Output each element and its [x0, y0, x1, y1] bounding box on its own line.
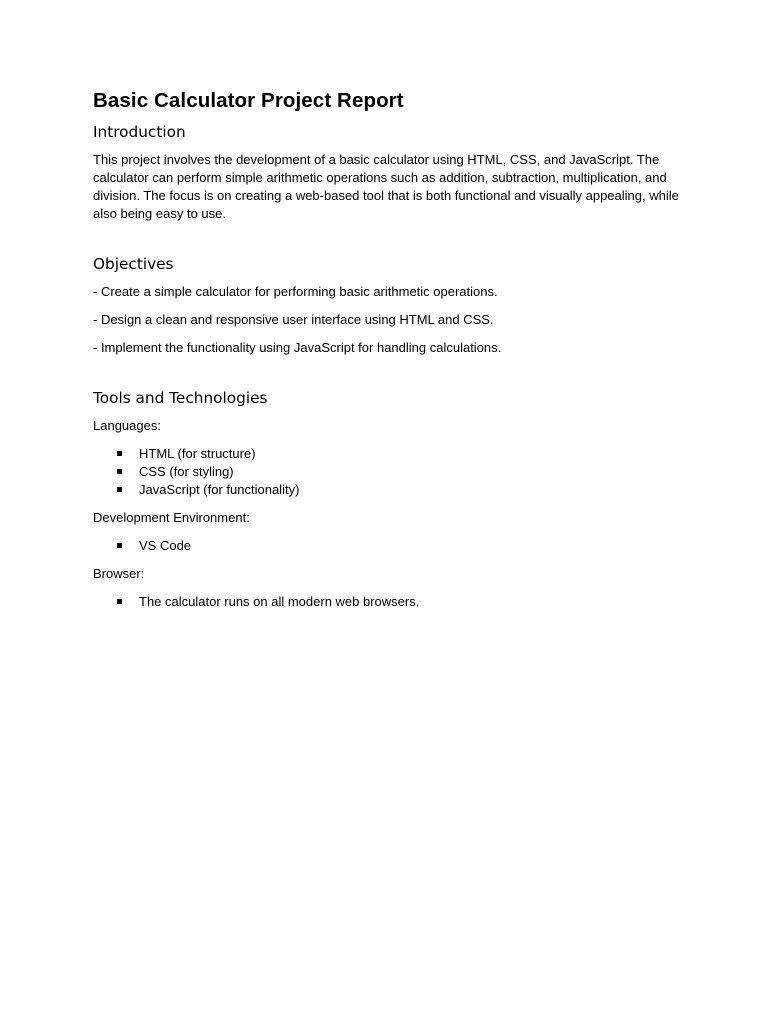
- objective-item: - Implement the functionality using JavaScript for handling calculations.: [93, 340, 502, 355]
- list-item: [93, 537, 680, 555]
- square-bullet-icon: [117, 599, 122, 604]
- list-item-text: VS Code: [139, 538, 192, 553]
- browser-list: [93, 593, 680, 611]
- environment-label: Development Environment:: [93, 510, 250, 525]
- languages-list: [93, 445, 680, 499]
- objective-item: - Create a simple calculator for performing basic arithmetic operations.: [93, 284, 498, 299]
- browser-label: Browser:: [93, 566, 145, 581]
- objectives-heading: Objectives: [93, 255, 174, 273]
- square-bullet-icon: [117, 469, 122, 474]
- list-item-text: JavaScript (for functionality): [139, 482, 300, 497]
- objective-item: - Design a clean and responsive user interface using HTML and CSS.: [93, 312, 494, 327]
- list-item-text: The calculator runs on all modern web browsers.: [139, 594, 420, 609]
- languages-label: Languages:: [93, 418, 161, 433]
- introduction-paragraph: This project involves the development of a basic calculator using HTML, CSS, and JavaScript. The calculator can perform simple arithmetic operations such as addition, subtraction, multiplication, and division. The focus is on creating a web-based tool that is both functional and visually appealing, while also being easy to use.: [93, 152, 679, 221]
- list-item: [93, 481, 680, 499]
- list-item: [93, 463, 680, 481]
- square-bullet-icon: [117, 543, 122, 548]
- tools-heading: Tools and Technologies: [93, 389, 268, 407]
- document-title: Basic Calculator Project Report: [93, 89, 404, 112]
- square-bullet-icon: [117, 451, 122, 456]
- square-bullet-icon: [117, 487, 122, 492]
- list-item: [93, 593, 680, 611]
- list-item-text: HTML (for structure): [139, 446, 256, 461]
- introduction-heading: Introduction: [93, 123, 186, 141]
- environment-list: [93, 537, 680, 555]
- list-item-text: CSS (for styling): [139, 464, 234, 479]
- list-item: [93, 445, 680, 463]
